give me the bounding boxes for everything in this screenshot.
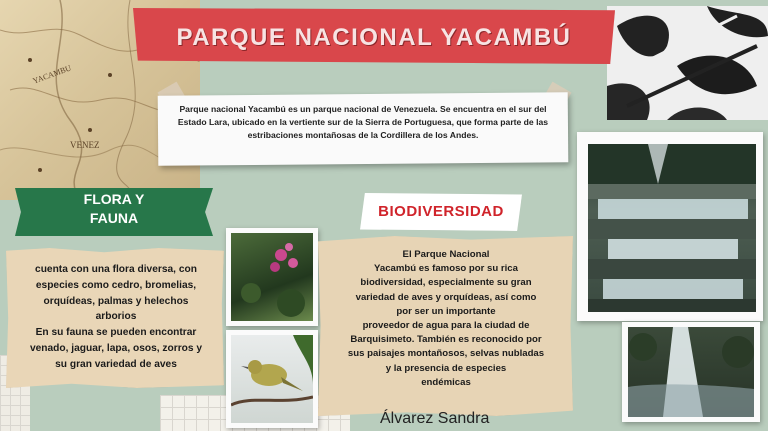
leaf-pattern-image [607,6,768,120]
text-line: su gran variedad de aves [55,358,177,370]
page-title: PARQUE NACIONAL YACAMBÚ [176,24,572,51]
heading-line: FLORA Y [83,191,145,207]
text-line: biodiversidad, especialmente su gran [360,277,532,289]
text-line: En su fauna se pueden encontrar [35,327,197,339]
text-line: variedad de aves y orquídeas, así como [355,291,537,303]
text-line: orquídeas, palmas y helechos [43,295,189,307]
text-line: Barquisimeto. También es reconocido por [350,334,542,346]
intro-text: Parque nacional Yacambú es un parque nacional de Venezuela. Se encuentra en el sur del Estado Lara, ubicado en la vertiente sur de la Sierra de Portuguesa, que forma parte de las estribaciones montañosas de la Cordillera de los Andes. [177,104,549,140]
text-line: proveedor de agua para la ciudad de [362,320,530,332]
author-name: Álvarez Sandra [380,410,490,427]
flora-fauna-text [12,262,220,373]
text-line: y la presencia de especies [385,362,507,374]
map-label: YACAMBU [31,63,73,86]
text-line: por ser un importante [396,305,496,317]
biodiversidad-heading: BIODIVERSIDAD [378,203,504,220]
text-line: venado, jaguar, lapa, osos, zorros y [29,342,203,354]
biodiversidad-text [320,248,572,390]
text-line: sus paisajes montañosos, selvas nubladas [347,348,545,360]
waterfall-photo-small [628,327,754,417]
text-line: arborios [95,311,137,323]
bird-photo [231,335,313,423]
text-line: Yacambú es famoso por su rica [374,263,518,275]
heading-line: FAUNA [89,210,139,226]
text-line: cuenta con una flora diversa, con [35,264,197,275]
text-line: endémicas [421,376,471,388]
flora-fauna-heading [15,190,213,228]
text-line: El Parque Nacional [402,249,490,260]
orchid-photo [231,233,313,321]
waterfall-photo [588,144,756,312]
map-label: VENEZ [70,140,100,150]
text-line: especies como cedro, bromelias, [35,279,197,291]
